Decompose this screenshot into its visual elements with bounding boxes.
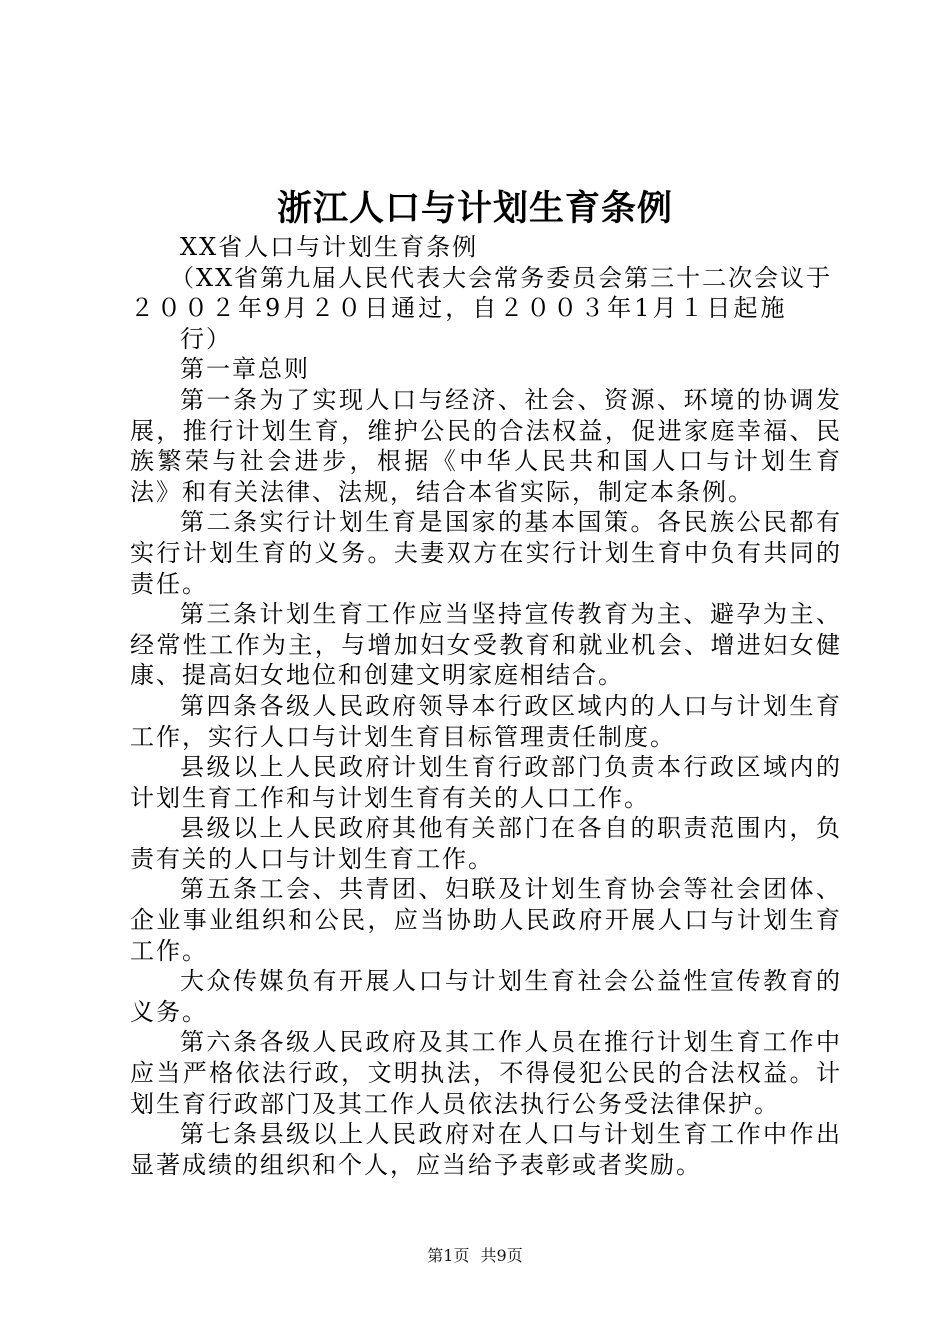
document-body <box>130 232 842 1180</box>
article-paragraph: 县级以上人民政府计划生育行政部门负责本行政区域内的计划生育工作和与计划生育有关的人口工作。 <box>130 753 842 812</box>
article-paragraph: 第四条各级人民政府领导本行政区域内的人口与计划生育工作，实行人口与计划生育目标管理责任制度。 <box>130 691 842 751</box>
article-paragraph: 第六条各级人民政府及其工作人员在推行计划生育工作中应当严格依法行政，文明执法，不得侵犯公民的合法权益。计划生育行政部门及其工作人员依法执行公务受法律保护。 <box>130 1028 842 1118</box>
regulation-name: XX省人口与计划生育条例 <box>180 233 479 261</box>
adoption-note-line-2: ２００２年9月２０日通过，自２００３年1月１日起施 <box>130 294 788 323</box>
article-paragraph: 第一条为了实现人口与经济、社会、资源、环境的协调发展，推行计划生育，维护公民的合法权益，促进家庭幸福、民族繁荣与社会进步，根据《中华人民共和国人口与计划生育法》和有关法律、法规，结合本省实际，制定本条例。 <box>130 385 842 506</box>
page-count: 共9页 <box>480 1246 523 1265</box>
page-number: 第1页 <box>427 1246 470 1265</box>
article-paragraph: 第三条计划生育工作应当坚持宣传教育为主、避孕为主、经常性工作为主，与增加妇女受教育和就业机会、增进妇女健康、提高妇女地位和创建文明家庭相结合。 <box>130 600 842 690</box>
adoption-note-line-3: 行） <box>180 324 232 353</box>
article-paragraph: 第五条工会、共青团、妇联及计划生育协会等社会团体、企业事业组织和公民，应当协助人民政府开展人口与计划生育工作。 <box>130 875 842 965</box>
article-paragraph: 县级以上人民政府其他有关部门在各自的职责范围内，负责有关的人口与计划生育工作。 <box>130 814 842 873</box>
article-paragraph: 第二条实行计划生育是国家的基本国策。各民族公民都有实行计划生育的义务。夫妻双方在实行计划生育中负有共同的责任。 <box>130 508 842 598</box>
page-footer <box>0 1245 950 1267</box>
adoption-note-line-1: （XX省第九届人民代表大会常务委员会第三十二次会议于 <box>170 263 833 292</box>
article-paragraph: 大众传媒负有开展人口与计划生育社会公益性宣传教育的义务。 <box>130 967 842 1026</box>
chapter-heading: 第一章总则 <box>180 355 310 384</box>
page-title: 浙江人口与计划生育条例 <box>276 188 673 229</box>
article-paragraph: 第七条县级以上人民政府对在人口与计划生育工作中作出显著成绩的组织和个人，应当给予表彰或者奖励。 <box>130 1120 842 1179</box>
